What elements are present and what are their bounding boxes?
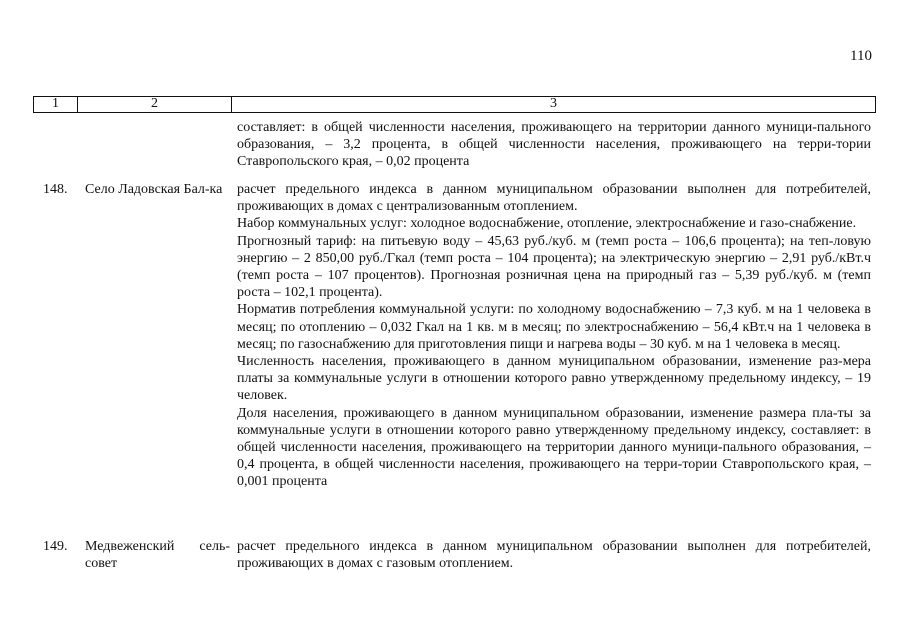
entry-content — [237, 538, 871, 572]
entry-number: 149. — [43, 539, 68, 554]
continuation-content — [237, 119, 871, 171]
column-header-3: 3 — [550, 96, 557, 111]
page-number: 110 — [850, 48, 872, 64]
entry-paragraph-tariff: Прогнозный тариф: на питьевую воду – 45,63 руб./куб. м (темп роста – 106,6 процента); на теп-ловую энергию – 2 850,00 руб./Гкал (темп роста – 104 процента); на электрическую энергию – 2,91 руб./кВт.ч (темп роста – 107 процентов). Прогнозная розничная цена на природный газ – 5,39 руб./куб. м (темп роста – 102,1 процента). — [237, 233, 871, 301]
entry-paragraph-calculation: расчет предельного индекса в данном муниципальном образовании выполнен для потребителей, проживающих в домах с централизованным отоплением. — [237, 182, 871, 215]
entry-name: Медвеженский сель-совет — [85, 539, 230, 572]
entry-paragraph-population: Численность населения, проживающего в данном муниципальном образовании, изменение раз-мера платы за коммунальные услуги в отношении которого равно утвержденному предельному индексу, – 19 человек. — [237, 354, 871, 404]
column-header-1: 1 — [34, 97, 78, 112]
continuation-paragraph: составляет: в общей численности населения, проживающего на территории данного муници-пального образования, – 3,2 процента, в общей численности населения, проживающего на терри-тории Ставропольского края, – 0,02 процента — [237, 120, 871, 170]
entry-content — [237, 181, 871, 491]
entry-number: 148. — [43, 182, 68, 197]
entry-name: Село Ладовская Бал-ка — [85, 182, 223, 197]
column-header-2: 2 — [78, 97, 232, 112]
column-header-row — [33, 96, 876, 113]
entry-paragraph-norms: Норматив потребления коммунальной услуги: по холодному водоснабжению – 7,3 куб. м на 1 человека в месяц; по отоплению – 0,032 Гкал на 1 кв. м в месяц; по электроснабжению – 56,4 кВт.ч на 1 человека в месяц; по газоснабжению для приготовления пищи и нагрева воды – 30 куб. м на 1 человека в месяц. — [237, 302, 871, 352]
entry-paragraph-services: Набор коммунальных услуг: холодное водоснабжение, отопление, электроснабжение и газо-снабжение. — [237, 216, 857, 232]
entry-paragraph-share: Доля населения, проживающего в данном муниципальном образовании, изменение размера пла-ты за коммунальные услуги в отношении которого равно утвержденному предельному индексу, составляет: в общей численности населения, проживающего на территории данного муници-пального образования, – 0,4 процента, в общей численности населения, проживающего на терри-тории Ставропольского края, – 0,001 процента — [237, 405, 871, 490]
entry-paragraph-calculation: расчет предельного индекса в данном муниципальном образовании выполнен для потребителей, проживающих в домах с газовым отоплением. — [237, 539, 871, 572]
